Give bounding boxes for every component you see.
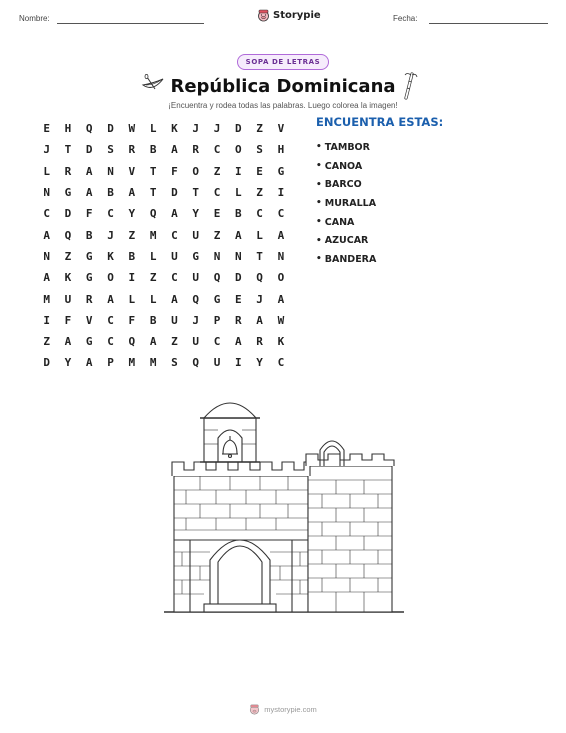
grid-letter[interactable]: Z — [43, 335, 50, 349]
grid-letter[interactable]: C — [171, 228, 178, 242]
grid-letter[interactable]: A — [171, 292, 178, 306]
grid-letter[interactable]: F — [171, 164, 178, 178]
grid-letter[interactable]: Q — [64, 228, 72, 242]
bullet: • — [316, 235, 322, 246]
date-label: Fecha: — [393, 14, 418, 23]
grid-letter[interactable]: R — [192, 143, 200, 157]
grid-letter[interactable]: W — [128, 122, 136, 136]
bullet: • — [316, 217, 322, 228]
grid-letter[interactable]: A — [128, 186, 136, 200]
word-label: BANDERA — [324, 253, 377, 265]
grid-letter[interactable]: N — [107, 164, 114, 178]
grid-letter[interactable]: C — [277, 207, 285, 221]
grid-letter[interactable]: Q — [256, 271, 263, 285]
grid-letter[interactable]: A — [171, 143, 178, 157]
date-field[interactable] — [429, 23, 548, 24]
grid-row — [36, 203, 292, 224]
grid-letter[interactable]: Z — [149, 271, 157, 285]
grid-letter[interactable]: Z — [213, 164, 221, 178]
grid-letter[interactable]: O — [107, 271, 114, 285]
word-list-item — [316, 175, 376, 194]
word-list — [316, 138, 376, 269]
grid-letter[interactable]: D — [235, 122, 242, 136]
word-label: BARCO — [324, 179, 362, 191]
grid-letter[interactable]: K — [277, 335, 285, 349]
grid-letter[interactable]: A — [277, 292, 285, 306]
grid-letter[interactable]: P — [107, 356, 114, 370]
bullet: • — [316, 254, 322, 265]
grid-letter[interactable]: C — [213, 143, 221, 157]
grid-letter[interactable]: R — [256, 335, 263, 349]
grid-letter[interactable]: A — [43, 228, 50, 242]
grid-letter[interactable]: L — [43, 164, 50, 178]
footer — [0, 704, 566, 715]
grid-letter[interactable]: E — [43, 122, 50, 136]
grid-letter[interactable]: A — [149, 335, 157, 349]
grid-letter[interactable]: I — [235, 164, 242, 178]
grid-row — [36, 331, 292, 352]
grid-letter[interactable]: Z — [171, 335, 178, 349]
grid-letter[interactable]: C — [277, 356, 285, 370]
grid-letter[interactable]: J — [192, 122, 200, 136]
sugar-cane-icon — [400, 72, 418, 100]
grid-letter[interactable]: F — [85, 207, 93, 221]
word-list-item — [316, 157, 376, 176]
word-list-heading: ENCUENTRA ESTAS: — [316, 115, 444, 129]
grid-letter[interactable]: T — [149, 186, 157, 200]
grid-letter[interactable]: G — [85, 249, 93, 263]
grid-letter[interactable]: F — [64, 313, 72, 327]
grid-letter[interactable]: D — [107, 122, 114, 136]
grid-letter[interactable]: A — [43, 271, 50, 285]
grid-letter[interactable]: Q — [192, 356, 200, 370]
bullet: • — [316, 161, 322, 172]
grid-letter[interactable]: Z — [64, 249, 72, 263]
grid-letter[interactable]: U — [64, 292, 72, 306]
grid-letter[interactable]: I — [43, 313, 50, 327]
grid-letter[interactable]: J — [43, 143, 50, 157]
grid-letter[interactable]: A — [235, 335, 242, 349]
grid-letter[interactable]: Y — [256, 356, 263, 370]
grid-letter[interactable]: D — [85, 143, 93, 157]
grid-letter[interactable]: E — [235, 292, 242, 306]
grid-letter[interactable]: U — [192, 271, 200, 285]
grid-letter[interactable]: D — [64, 207, 72, 221]
grid-letter[interactable]: J — [213, 122, 221, 136]
word-list-item — [316, 194, 376, 213]
brand-logo — [257, 9, 321, 22]
grid-row — [36, 246, 292, 267]
page-title: República Dominicana — [170, 76, 396, 97]
grid-letter[interactable]: Q — [128, 335, 136, 349]
grid-letter[interactable]: J — [256, 292, 263, 306]
grid-letter[interactable]: A — [85, 164, 93, 178]
grid-row — [36, 352, 292, 373]
grid-row — [36, 182, 292, 203]
grid-letter[interactable]: E — [213, 207, 221, 221]
grid-letter[interactable]: Y — [64, 356, 72, 370]
word-label: AZUCAR — [324, 235, 369, 247]
name-label: Nombre: — [19, 14, 50, 23]
grid-letter[interactable]: P — [213, 313, 221, 327]
grid-letter[interactable]: B — [149, 143, 157, 157]
grid-letter[interactable]: Z — [256, 186, 263, 200]
grid-letter[interactable]: G — [85, 271, 93, 285]
instructions: ¡Encuentra y rodea todas las palabras. Luego colorea la imagen! — [168, 101, 398, 110]
grid-letter[interactable]: U — [213, 356, 221, 370]
grid-letter[interactable]: A — [64, 335, 72, 349]
word-label: CANOA — [324, 160, 363, 172]
grid-row — [36, 118, 292, 139]
word-label: TAMBOR — [324, 141, 370, 153]
grid-letter[interactable]: T — [149, 164, 157, 178]
grid-letter[interactable]: C — [256, 207, 263, 221]
grid-letter[interactable]: A — [171, 207, 178, 221]
grid-letter[interactable]: L — [256, 228, 263, 242]
grid-letter[interactable]: S — [171, 356, 178, 370]
grid-letter[interactable]: H — [277, 143, 285, 157]
grid-row — [36, 288, 292, 309]
grid-letter[interactable]: R — [128, 143, 136, 157]
grid-letter[interactable]: D — [171, 186, 178, 200]
grid-letter[interactable]: N — [213, 249, 221, 263]
name-field[interactable] — [57, 23, 204, 24]
word-label: CANA — [324, 216, 355, 228]
grid-letter[interactable]: S — [256, 143, 263, 157]
word-list-item — [316, 213, 376, 232]
grid-letter[interactable]: A — [277, 228, 285, 242]
grid-row — [36, 161, 292, 182]
grid-letter[interactable]: B — [128, 249, 136, 263]
grid-letter[interactable]: Q — [85, 122, 93, 136]
grid-letter[interactable]: J — [192, 313, 200, 327]
grid-letter[interactable]: O — [235, 143, 242, 157]
word-list-item — [316, 138, 376, 157]
grid-letter[interactable]: I — [277, 186, 285, 200]
grid-letter[interactable]: I — [235, 356, 242, 370]
grid-letter[interactable]: C — [107, 313, 114, 327]
grid-letter[interactable]: S — [107, 143, 114, 157]
pig-mascot-icon — [249, 704, 260, 715]
grid-letter[interactable]: T — [64, 143, 72, 157]
grid-letter[interactable]: M — [43, 292, 50, 306]
bullet: • — [316, 179, 322, 190]
grid-letter[interactable]: T — [256, 249, 263, 263]
grid-letter[interactable]: H — [64, 122, 72, 136]
grid-letter[interactable]: G — [85, 335, 93, 349]
grid-letter[interactable]: G — [64, 186, 72, 200]
bullet: • — [316, 198, 322, 209]
grid-letter[interactable]: Q — [192, 292, 200, 306]
grid-row — [36, 224, 292, 245]
grid-letter[interactable]: D — [235, 271, 242, 285]
grid-letter[interactable]: G — [277, 164, 285, 178]
grid-letter[interactable]: C — [107, 207, 114, 221]
grid-letter[interactable]: F — [128, 313, 136, 327]
grid-letter[interactable]: O — [192, 164, 200, 178]
grid-letter[interactable]: N — [43, 186, 50, 200]
grid-letter[interactable]: U — [192, 335, 200, 349]
grid-letter[interactable]: A — [256, 313, 263, 327]
grid-letter[interactable]: K — [64, 271, 72, 285]
grid-letter[interactable]: B — [85, 228, 93, 242]
grid-letter[interactable]: M — [149, 228, 157, 242]
grid-letter[interactable]: C — [213, 335, 221, 349]
grid-letter[interactable]: A — [85, 186, 93, 200]
grid-letter[interactable]: Q — [213, 271, 221, 285]
grid-letter[interactable]: D — [43, 356, 50, 370]
fortress-illustration[interactable] — [160, 390, 410, 620]
grid-letter[interactable]: Z — [256, 122, 263, 136]
word-list-item — [316, 250, 376, 269]
grid-letter[interactable]: R — [235, 313, 242, 327]
pig-mascot-icon — [257, 9, 270, 22]
grid-letter[interactable]: Z — [213, 228, 221, 242]
grid-letter[interactable]: L — [128, 292, 136, 306]
grid-row — [36, 267, 292, 288]
word-label: MURALLA — [324, 197, 377, 209]
grid-letter[interactable]: Y — [192, 207, 200, 221]
grid-letter[interactable]: L — [149, 292, 157, 306]
grid-row — [36, 139, 292, 160]
grid-letter[interactable]: G — [192, 249, 200, 263]
grid-letter[interactable]: B — [235, 207, 242, 221]
grid-letter[interactable]: B — [149, 313, 157, 327]
grid-letter[interactable]: M — [128, 356, 136, 370]
grid-letter[interactable]: M — [149, 356, 157, 370]
grid-letter[interactable]: L — [149, 249, 157, 263]
grid-letter[interactable]: C — [213, 186, 221, 200]
footer-url[interactable]: mystorypie.com — [264, 705, 317, 714]
bullet: • — [316, 142, 322, 153]
grid-letter[interactable]: Q — [149, 207, 157, 221]
grid-letter[interactable]: N — [43, 249, 50, 263]
word-search-grid[interactable] — [36, 118, 292, 374]
word-list-item — [316, 231, 376, 250]
grid-letter[interactable]: U — [192, 228, 200, 242]
grid-letter[interactable]: N — [277, 249, 285, 263]
grid-letter[interactable]: K — [171, 122, 178, 136]
grid-letter[interactable]: U — [171, 313, 178, 327]
grid-letter[interactable]: N — [235, 249, 242, 263]
grid-letter[interactable]: U — [171, 249, 178, 263]
grid-letter[interactable]: K — [107, 249, 114, 263]
grid-letter[interactable]: B — [107, 186, 114, 200]
grid-letter[interactable]: C — [171, 271, 178, 285]
grid-letter[interactable]: R — [85, 292, 93, 306]
grid-letter[interactable]: W — [277, 313, 285, 327]
grid-letter[interactable]: O — [277, 271, 285, 285]
grid-letter[interactable]: R — [64, 164, 72, 178]
brand-name: Storypie — [273, 10, 321, 21]
grid-letter[interactable]: A — [235, 228, 242, 242]
grid-letter[interactable]: A — [107, 292, 114, 306]
grid-letter[interactable]: C — [43, 207, 50, 221]
grid-letter[interactable]: T — [192, 186, 200, 200]
grid-letter[interactable]: Y — [128, 207, 136, 221]
grid-row — [36, 310, 292, 331]
grid-letter[interactable]: V — [277, 122, 285, 136]
grid-letter[interactable]: V — [128, 164, 136, 178]
grid-letter[interactable]: Z — [128, 228, 136, 242]
grid-letter[interactable]: V — [85, 313, 93, 327]
grid-letter[interactable]: G — [213, 292, 221, 306]
grid-letter[interactable]: E — [256, 164, 263, 178]
grid-letter[interactable]: A — [85, 356, 93, 370]
grid-letter[interactable]: L — [149, 122, 157, 136]
grid-letter[interactable]: L — [235, 186, 242, 200]
activity-badge: SOPA DE LETRAS — [237, 54, 329, 70]
grid-letter[interactable]: I — [128, 271, 136, 285]
grid-letter[interactable]: C — [107, 335, 114, 349]
grid-letter[interactable]: J — [107, 228, 114, 242]
